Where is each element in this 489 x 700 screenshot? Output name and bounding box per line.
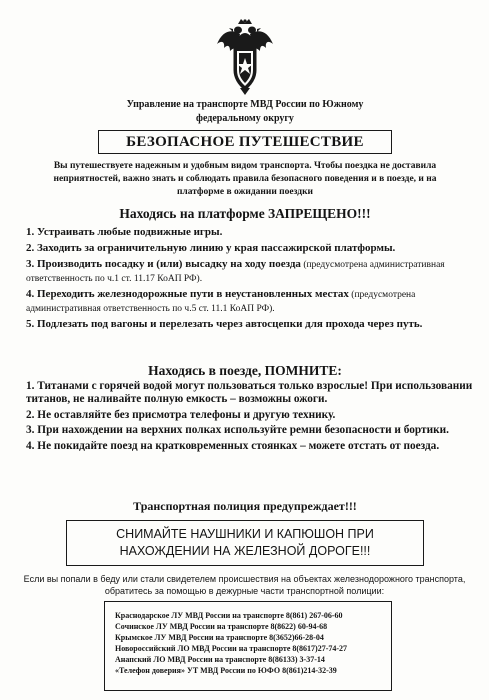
list-item: 5. Подлезать под вагоны и перелезать через автосцепки для прохода через путь. — [26, 318, 423, 330]
page-title: БЕЗОПАСНОЕ ПУТЕШЕСТВИЕ — [98, 130, 392, 154]
mvd-eagle-emblem-icon — [216, 18, 274, 96]
phone-list-box — [104, 601, 392, 691]
list-item: 3. Производить посадку и (или) высадку на ходу поезда (предусмотрена административная ответственность по ч.1 ст. 11.17 КоАП РФ). — [26, 258, 445, 284]
phone-row: Анапский ЛО МВД России на транспорте 8(86133) 3-37-14 — [115, 655, 325, 664]
phone-row: Крымское ЛУ МВД России на транспорте 8(3652)66-28-04 — [115, 633, 324, 642]
list-item: 4. Не покидайте поезд на кратковременных стоянках – можете отстать от поезда. — [26, 439, 440, 452]
phone-row: Новороссийский ЛО МВД России на транспорте 8(8617)27-74-27 — [115, 644, 348, 653]
list-item: 1. Устраивать любые подвижные игры. — [26, 226, 223, 238]
list-item: 2. Не оставляйте без присмотра телефоны и другую технику. — [26, 408, 336, 421]
train-rules-list — [26, 380, 476, 455]
train-rules-heading: Находясь в поезде, ПОМНИТЕ: — [148, 363, 342, 378]
platform-rules-heading: Находясь на платформе ЗАПРЕЩЕНО!!! — [119, 206, 371, 221]
list-item: 3. При нахождении на верхних полках используйте ремни безопасности и бортики. — [26, 424, 449, 437]
list-item: 4. Переходить железнодорожные пути в неустановленных местах (предусмотрена административная ответственность по ч.5 ст. 11.1 КоАП РФ). — [26, 288, 416, 314]
list-item: 2. Заходить за ограничительную линию у края пассажирской платформы. — [26, 242, 396, 254]
intro-paragraph: Вы путешествуете надежным и удобным видом транспорта. Чтобы поездка не доставила неприятностей, важно знать и соблюдать правила безопасного поведения и в поезде, и на платформе в ожидании поездки — [53, 161, 437, 197]
headphones-warning-banner — [66, 520, 424, 566]
banner-line: СНИМАЙТЕ НАУШНИКИ И КАПЮШОН ПРИ — [116, 527, 374, 541]
list-item: 1. Титанами с горячей водой могут пользоваться только взрослые! При использовании титанов, не наливайте полную емкость – возможны ожоги. — [26, 380, 473, 406]
organization-name: Управление на транспорте МВД России по Южному федеральному округу — [126, 99, 364, 124]
phone-row: «Телефон доверия» УТ МВД России по ЮФО 8(861)214-32-39 — [115, 666, 337, 675]
phone-row: Краснодарское ЛУ МВД России на транспорте 8(861) 267-06-60 — [115, 611, 343, 620]
platform-rules-list — [26, 226, 476, 334]
phone-row: Сочинское ЛУ МВД России на транспорте 8(8622) 60-94-68 — [115, 622, 328, 631]
banner-line: НАХОЖДЕНИИ НА ЖЕЛЕЗНОЙ ДОРОГЕ!!! — [119, 544, 371, 558]
contact-intro: Если вы попали в беду или стали свидетелем происшествия на объектах железнодорожного транспорта, обратитесь за помощью в дежурные части транспортной полиции: — [23, 574, 466, 596]
police-warning: Транспортная полиция предупреждает!!! — [133, 499, 357, 513]
